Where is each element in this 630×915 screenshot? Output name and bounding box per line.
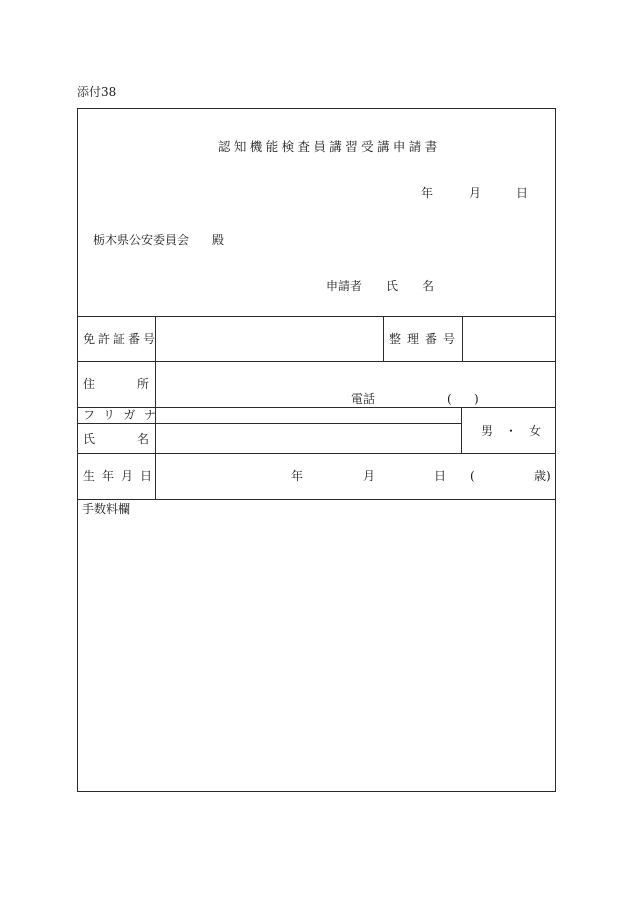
- sex-option-female[interactable]: 女: [529, 424, 542, 438]
- address-label-char2: 所: [137, 377, 150, 391]
- row-divider-fee: [77, 499, 556, 500]
- phone-area-code-open-paren: (: [447, 392, 452, 406]
- date-month-label: 月: [469, 186, 482, 200]
- age-suffix: 歳): [534, 469, 551, 483]
- name-label-char1: 氏: [83, 432, 96, 446]
- applicant-label: 申請者: [326, 279, 363, 293]
- row-divider-address: [77, 361, 556, 362]
- applicant-name-field[interactable]: [442, 272, 542, 292]
- form-title: 認知機能検査員講習受講申請書: [218, 139, 441, 154]
- phone-area-code-close-paren: ): [474, 392, 479, 406]
- furigana-field[interactable]: [157, 409, 459, 422]
- reference-number-field[interactable]: [464, 318, 554, 360]
- date-year-label: 年: [421, 186, 434, 200]
- age-open-paren: (: [470, 469, 475, 483]
- attachment-label: 添付38: [77, 85, 117, 99]
- birthdate-day-label: 日: [434, 469, 447, 483]
- addressee-name: 栃木県公安委員会: [93, 233, 190, 247]
- birthdate-label: 生年月日: [83, 469, 160, 483]
- license-number-field[interactable]: [157, 318, 382, 360]
- fee-stamp-area[interactable]: [79, 518, 554, 790]
- sex-column-divider: [461, 407, 462, 453]
- birthdate-month-label: 月: [363, 469, 376, 483]
- furigana-label: フリガナ: [83, 408, 165, 422]
- addressee-honorific: 殿: [212, 233, 225, 247]
- applicant-name-char2: 名: [422, 279, 435, 293]
- address-field[interactable]: [157, 363, 554, 388]
- fee-section-label: 手数料欄: [82, 502, 131, 516]
- applicant-name-char1: 氏: [386, 279, 399, 293]
- birthdate-field[interactable]: [157, 455, 554, 498]
- phone-label: 電話: [351, 392, 376, 406]
- license-column-divider: [383, 316, 384, 361]
- sex-option-separator: ・: [505, 424, 518, 438]
- birthdate-year-label: 年: [291, 469, 304, 483]
- reference-column-divider: [462, 316, 463, 361]
- row-divider-name: [77, 423, 461, 424]
- reference-number-label: 整理番号: [389, 332, 462, 346]
- name-label-char2: 名: [137, 432, 150, 446]
- row-divider-license: [77, 316, 556, 317]
- row-divider-birthdate: [77, 453, 556, 454]
- name-field[interactable]: [157, 425, 459, 452]
- date-day-label: 日: [516, 186, 529, 200]
- sex-option-male[interactable]: 男: [481, 424, 494, 438]
- license-number-label: 免許証番号: [83, 332, 159, 346]
- address-label-char1: 住: [83, 377, 96, 391]
